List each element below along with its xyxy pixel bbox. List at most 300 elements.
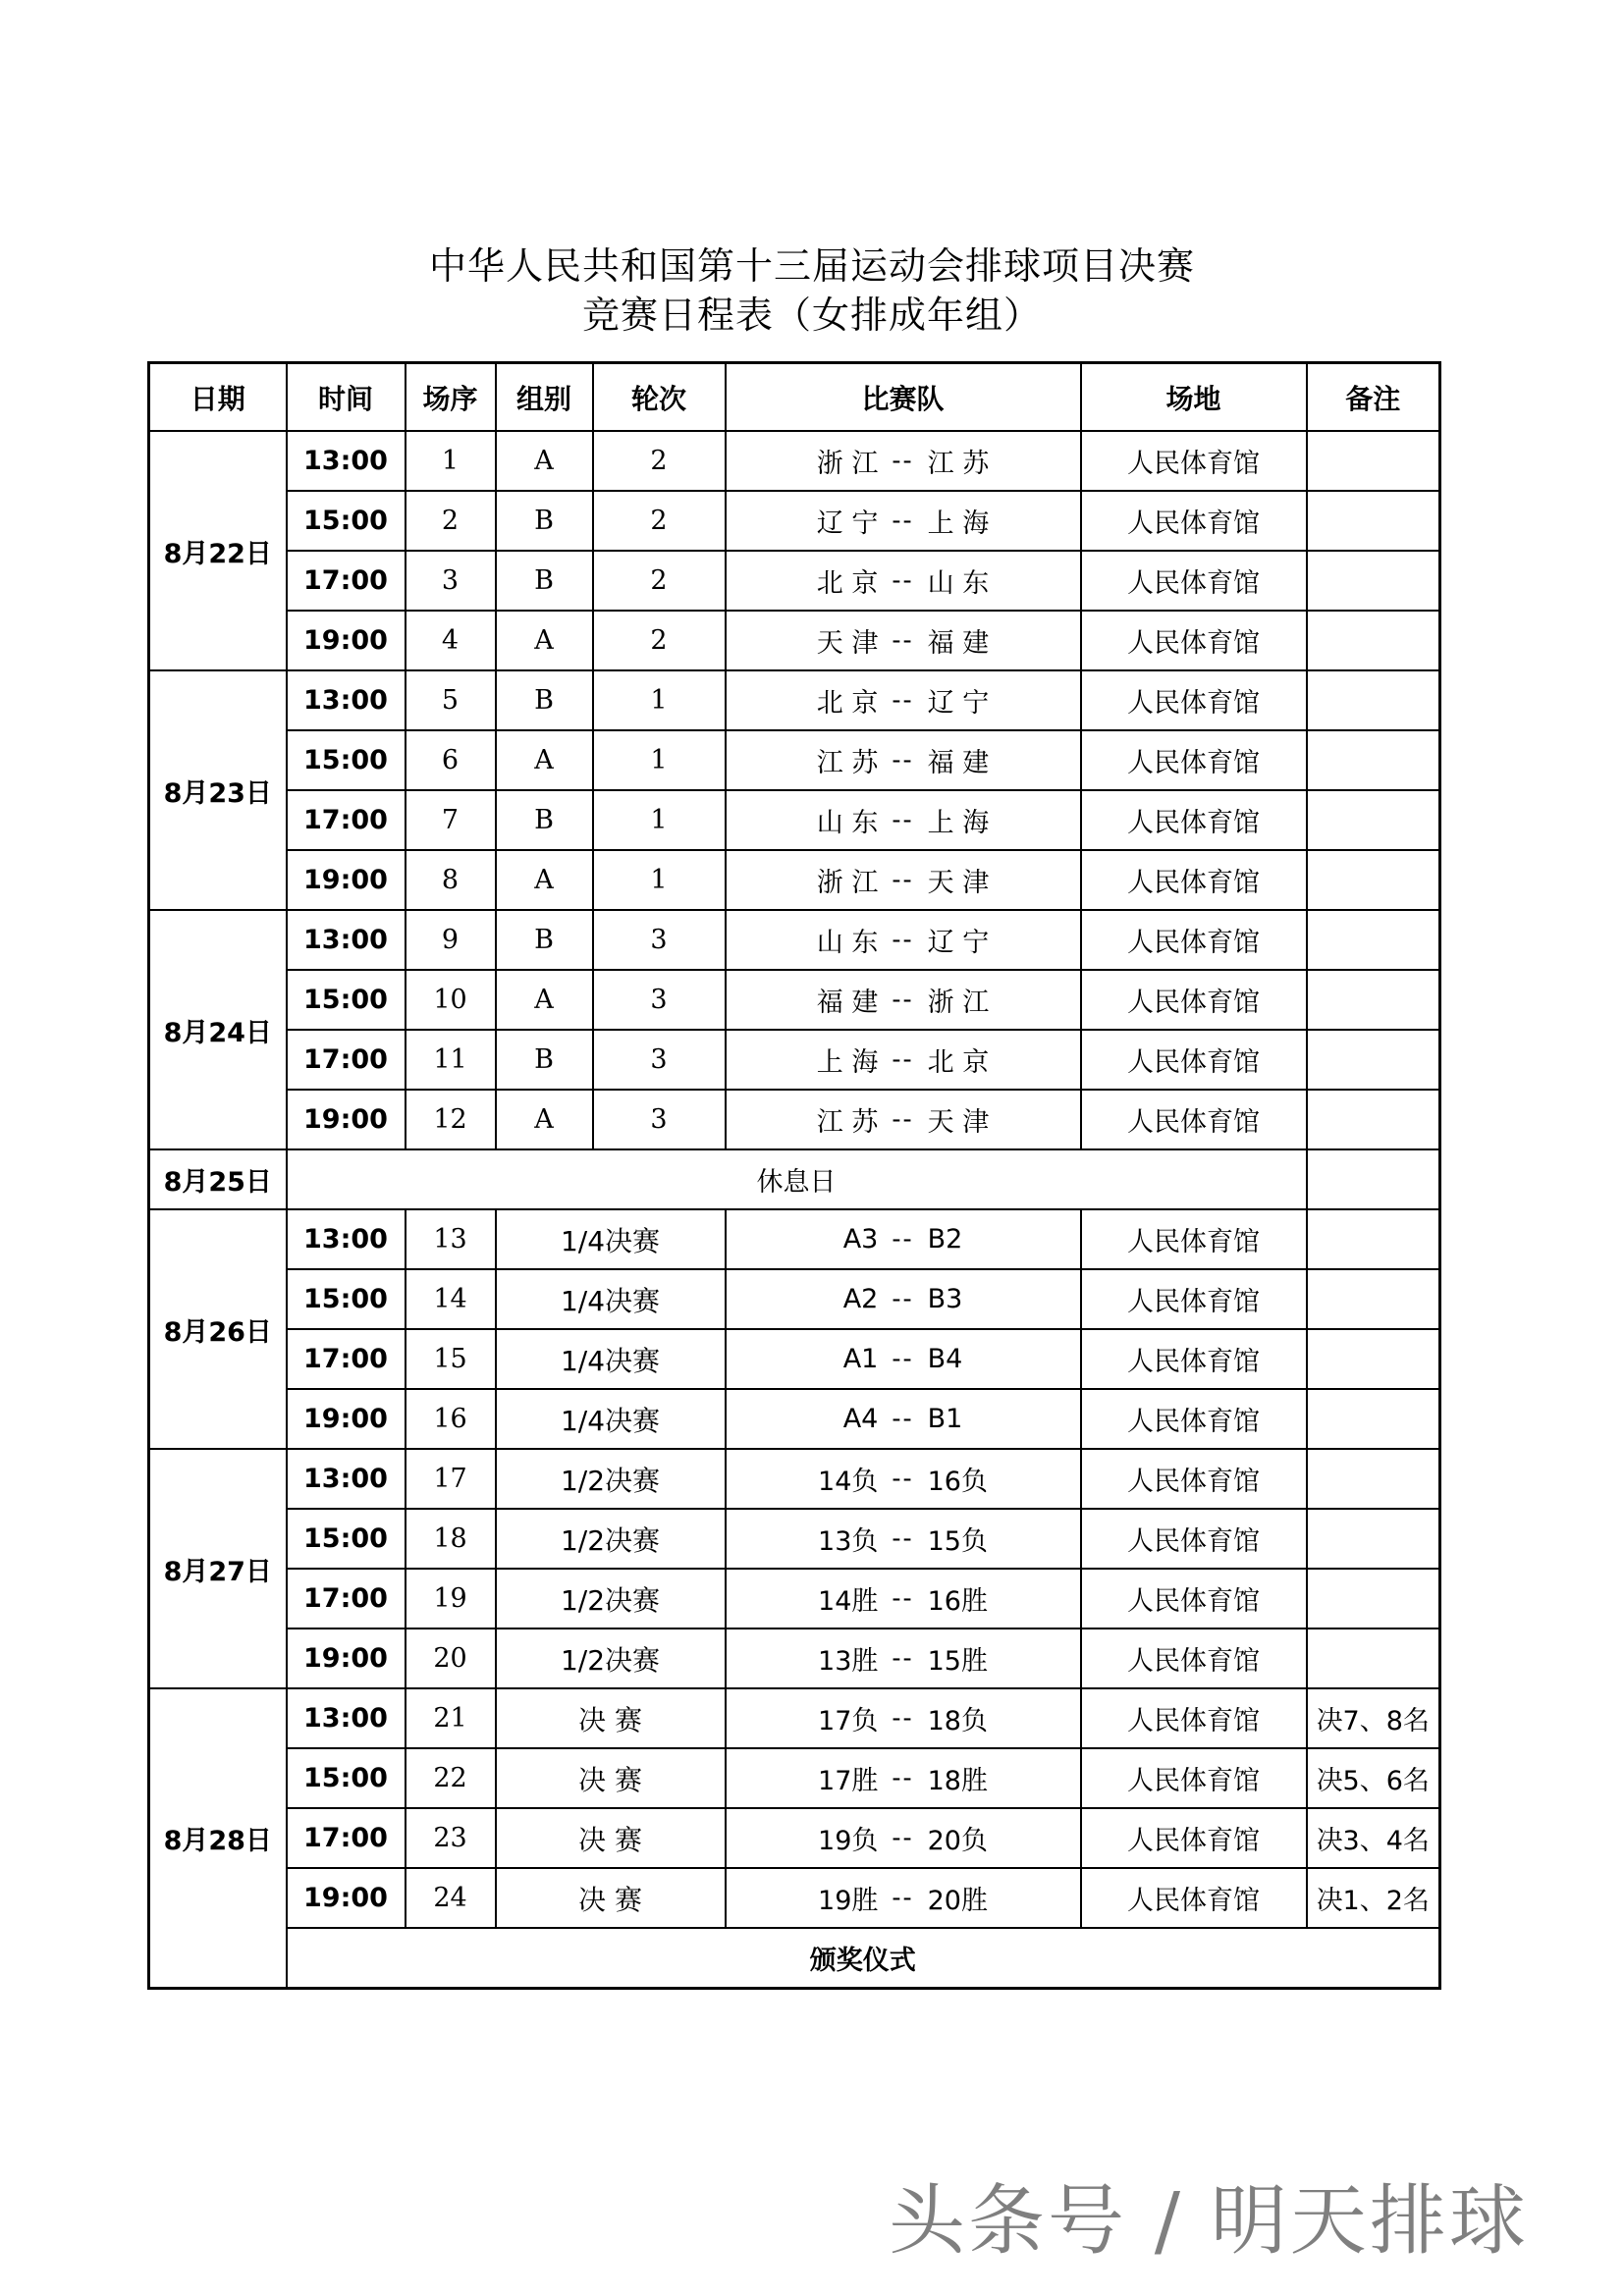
away-team: 16胜: [927, 1586, 988, 1617]
header-date: 日期: [149, 363, 287, 432]
match-note: [1307, 611, 1440, 670]
table-row: [149, 1389, 1440, 1449]
table-row: [149, 910, 1440, 970]
match-round: 1: [593, 790, 726, 850]
away-team: 福 建: [927, 748, 990, 778]
match-venue: 人民体育馆: [1081, 910, 1307, 970]
table-row: [149, 1688, 1440, 1748]
home-team: 北 京: [816, 568, 879, 599]
match-seq: 12: [406, 1090, 496, 1149]
match-note: [1307, 1209, 1440, 1269]
versus-separator: --: [892, 1823, 914, 1853]
home-team: 13负: [818, 1526, 879, 1557]
versus-separator: --: [892, 1404, 914, 1434]
match-seq: 5: [406, 670, 496, 730]
schedule-table: [147, 361, 1441, 1990]
home-team: 上 海: [816, 1047, 879, 1078]
match-note: [1307, 1030, 1440, 1090]
match-teams: [726, 910, 1081, 970]
home-team: 浙 江: [816, 449, 879, 479]
match-note: [1307, 1269, 1440, 1329]
match-pairing: [817, 681, 989, 720]
match-pairing: [818, 1639, 988, 1678]
versus-separator: --: [892, 1883, 914, 1913]
match-pairing: [843, 1224, 963, 1255]
match-note: [1307, 1389, 1440, 1449]
match-group: B: [496, 1030, 593, 1090]
match-group: B: [496, 670, 593, 730]
table-row: [149, 1449, 1440, 1509]
versus-separator: --: [892, 1523, 914, 1554]
rest-day-label: 休息日: [287, 1149, 1307, 1209]
match-teams: [726, 850, 1081, 910]
match-time: 15:00: [287, 1748, 406, 1808]
match-teams: [726, 1868, 1081, 1928]
match-venue: 人民体育馆: [1081, 790, 1307, 850]
table-row: [149, 970, 1440, 1030]
match-group: A: [496, 850, 593, 910]
match-seq: 10: [406, 970, 496, 1030]
match-time: 17:00: [287, 1808, 406, 1868]
match-pairing: [843, 1344, 963, 1374]
table-row: [149, 491, 1440, 551]
match-stage: 1/2决赛: [496, 1509, 726, 1569]
rest-day-note: [1307, 1149, 1440, 1209]
match-time: 13:00: [287, 670, 406, 730]
match-stage: 1/2决赛: [496, 1569, 726, 1629]
table-row: [149, 1509, 1440, 1569]
match-venue: 人民体育馆: [1081, 1209, 1307, 1269]
match-venue: 人民体育馆: [1081, 1509, 1307, 1569]
table-row: [149, 431, 1440, 491]
match-stage: 决 赛: [496, 1688, 726, 1748]
away-team: 江 苏: [927, 449, 990, 479]
match-venue: 人民体育馆: [1081, 1090, 1307, 1149]
match-teams: [726, 970, 1081, 1030]
home-team: 13胜: [818, 1646, 879, 1677]
table-row: [149, 850, 1440, 910]
match-stage: 决 赛: [496, 1748, 726, 1808]
match-round: 2: [593, 551, 726, 611]
document-title: 中华人民共和国第十三届运动会排球项目决赛: [428, 244, 1195, 288]
match-time: 15:00: [287, 491, 406, 551]
match-seq: 8: [406, 850, 496, 910]
versus-separator: --: [892, 1583, 914, 1614]
match-teams: [726, 670, 1081, 730]
table-row: [149, 1030, 1440, 1090]
match-group: A: [496, 730, 593, 790]
document-subtitle: 竞赛日程表（女排成年组）: [581, 294, 1042, 337]
home-team: 浙 江: [816, 868, 879, 898]
match-group: A: [496, 1090, 593, 1149]
match-note: 决3、4名: [1307, 1808, 1440, 1868]
match-date: 8月23日: [149, 670, 287, 910]
match-date: 8月28日: [149, 1688, 287, 1989]
away-team: 北 京: [927, 1047, 990, 1078]
match-venue: 人民体育馆: [1081, 1569, 1307, 1629]
match-seq: 17: [406, 1449, 496, 1509]
match-pairing: [817, 981, 989, 1019]
match-stage: 1/2决赛: [496, 1629, 726, 1688]
versus-separator: --: [892, 1344, 914, 1374]
away-team: 福 建: [927, 628, 990, 659]
match-round: 3: [593, 1090, 726, 1149]
match-note: [1307, 431, 1440, 491]
versus-separator: --: [892, 506, 914, 536]
match-time: 17:00: [287, 790, 406, 850]
match-seq: 1: [406, 431, 496, 491]
versus-separator: --: [892, 1763, 914, 1793]
match-teams: [726, 551, 1081, 611]
match-round: 2: [593, 491, 726, 551]
match-seq: 2: [406, 491, 496, 551]
match-pairing: [817, 1100, 989, 1139]
match-venue: 人民体育馆: [1081, 1748, 1307, 1808]
versus-separator: --: [892, 865, 914, 895]
match-round: 3: [593, 1030, 726, 1090]
match-seq: 11: [406, 1030, 496, 1090]
versus-separator: --: [892, 745, 914, 775]
table-row: [149, 551, 1440, 611]
match-round: 3: [593, 910, 726, 970]
match-time: 19:00: [287, 1868, 406, 1928]
match-venue: 人民体育馆: [1081, 730, 1307, 790]
match-note: [1307, 910, 1440, 970]
match-seq: 22: [406, 1748, 496, 1808]
match-teams: [726, 491, 1081, 551]
match-pairing: [843, 1284, 963, 1314]
away-team: 辽 宁: [927, 928, 990, 958]
match-time: 13:00: [287, 1449, 406, 1509]
match-venue: 人民体育馆: [1081, 670, 1307, 730]
match-note: [1307, 1090, 1440, 1149]
match-note: [1307, 1509, 1440, 1569]
match-teams: [726, 431, 1081, 491]
ceremony-row: [149, 1928, 1440, 1989]
header-note: 备注: [1307, 363, 1440, 432]
match-note: [1307, 1569, 1440, 1629]
match-note: 决1、2名: [1307, 1868, 1440, 1928]
table-row: [149, 1629, 1440, 1688]
match-time: 13:00: [287, 1688, 406, 1748]
home-team: 北 京: [816, 688, 879, 719]
match-venue: 人民体育馆: [1081, 611, 1307, 670]
away-team: B3: [927, 1284, 963, 1314]
match-seq: 9: [406, 910, 496, 970]
match-note: [1307, 1629, 1440, 1688]
match-time: 15:00: [287, 970, 406, 1030]
match-date: 8月24日: [149, 910, 287, 1149]
versus-separator: --: [892, 985, 914, 1015]
match-seq: 6: [406, 730, 496, 790]
table-row: [149, 1569, 1440, 1629]
match-seq: 14: [406, 1269, 496, 1329]
match-teams: [726, 1629, 1081, 1688]
match-group: B: [496, 551, 593, 611]
award-ceremony: 颁奖仪式: [287, 1928, 1440, 1989]
home-team: 山 东: [816, 808, 879, 838]
match-venue: 人民体育馆: [1081, 1389, 1307, 1449]
match-time: 13:00: [287, 1209, 406, 1269]
away-team: 辽 宁: [927, 688, 990, 719]
match-note: [1307, 491, 1440, 551]
match-round: 1: [593, 670, 726, 730]
match-pairing: [817, 801, 989, 839]
match-teams: [726, 1688, 1081, 1748]
match-venue: 人民体育馆: [1081, 1269, 1307, 1329]
versus-separator: --: [892, 805, 914, 835]
away-team: 15胜: [927, 1646, 988, 1677]
versus-separator: --: [892, 1464, 914, 1494]
match-pairing: [817, 442, 989, 480]
match-pairing: [817, 561, 989, 600]
match-teams: [726, 1389, 1081, 1449]
match-pairing: [817, 502, 989, 540]
match-venue: 人民体育馆: [1081, 431, 1307, 491]
match-pairing: [817, 921, 989, 959]
match-seq: 24: [406, 1868, 496, 1928]
header-seq: 场序: [406, 363, 496, 432]
home-team: 天 津: [816, 628, 879, 659]
match-seq: 15: [406, 1329, 496, 1389]
match-note: [1307, 850, 1440, 910]
match-teams: [726, 790, 1081, 850]
away-team: 上 海: [927, 508, 990, 539]
match-stage: 1/4决赛: [496, 1269, 726, 1329]
home-team: 江 苏: [816, 1107, 879, 1138]
away-team: 上 海: [927, 808, 990, 838]
match-teams: [726, 1030, 1081, 1090]
match-teams: [726, 1329, 1081, 1389]
header-teams: 比赛队: [726, 363, 1081, 432]
match-note: [1307, 730, 1440, 790]
rest-day-row: [149, 1149, 1440, 1209]
match-group: B: [496, 790, 593, 850]
match-stage: 1/4决赛: [496, 1389, 726, 1449]
match-round: 3: [593, 970, 726, 1030]
match-seq: 18: [406, 1509, 496, 1569]
away-team: 天 津: [927, 1107, 990, 1138]
match-time: 13:00: [287, 910, 406, 970]
match-venue: 人民体育馆: [1081, 1688, 1307, 1748]
table-row: [149, 790, 1440, 850]
match-stage: 决 赛: [496, 1808, 726, 1868]
match-time: 19:00: [287, 1389, 406, 1449]
match-pairing: [817, 621, 989, 660]
versus-separator: --: [892, 1104, 914, 1135]
match-round: 1: [593, 730, 726, 790]
versus-separator: --: [892, 925, 914, 955]
match-time: 19:00: [287, 1629, 406, 1688]
match-round: 2: [593, 611, 726, 670]
match-time: 17:00: [287, 551, 406, 611]
away-team: B4: [927, 1344, 963, 1374]
match-pairing: [818, 1759, 988, 1797]
match-seq: 16: [406, 1389, 496, 1449]
match-note: 决5、6名: [1307, 1748, 1440, 1808]
table-row: [149, 611, 1440, 670]
home-team: 19负: [818, 1826, 879, 1856]
versus-separator: --: [892, 625, 914, 656]
rest-day-date: 8月25日: [149, 1149, 287, 1209]
away-team: 山 东: [927, 568, 990, 599]
match-note: [1307, 551, 1440, 611]
match-time: 15:00: [287, 1509, 406, 1569]
match-pairing: [818, 1579, 988, 1618]
match-teams: [726, 611, 1081, 670]
home-team: 福 建: [816, 988, 879, 1018]
match-pairing: [817, 1041, 989, 1079]
versus-separator: --: [892, 1643, 914, 1674]
away-team: 15负: [927, 1526, 988, 1557]
match-seq: 20: [406, 1629, 496, 1688]
home-team: A4: [842, 1404, 879, 1434]
home-team: 辽 宁: [816, 508, 879, 539]
match-seq: 13: [406, 1209, 496, 1269]
header-round: 轮次: [593, 363, 726, 432]
match-seq: 4: [406, 611, 496, 670]
table-row: [149, 1329, 1440, 1389]
home-team: 19胜: [818, 1886, 879, 1916]
match-time: 17:00: [287, 1329, 406, 1389]
versus-separator: --: [892, 565, 914, 596]
home-team: 14负: [818, 1467, 879, 1497]
match-pairing: [817, 741, 989, 779]
away-team: 20负: [927, 1826, 988, 1856]
home-team: A2: [842, 1284, 879, 1314]
away-team: 18胜: [927, 1766, 988, 1796]
match-pairing: [818, 1819, 988, 1857]
versus-separator: --: [892, 1703, 914, 1734]
versus-separator: --: [892, 1284, 914, 1314]
match-pairing: [818, 1879, 988, 1917]
match-teams: [726, 1209, 1081, 1269]
match-venue: 人民体育馆: [1081, 1329, 1307, 1389]
header-group: 组别: [496, 363, 593, 432]
match-venue: 人民体育馆: [1081, 551, 1307, 611]
watermark-text: 头条号 / 明天排球: [889, 2177, 1529, 2266]
match-teams: [726, 1569, 1081, 1629]
away-team: B2: [927, 1224, 963, 1255]
match-group: A: [496, 970, 593, 1030]
match-stage: 1/2决赛: [496, 1449, 726, 1509]
away-team: B1: [927, 1404, 963, 1434]
home-team: 17胜: [818, 1766, 879, 1796]
match-time: 15:00: [287, 1269, 406, 1329]
match-date: 8月27日: [149, 1449, 287, 1688]
match-note: [1307, 1329, 1440, 1389]
match-teams: [726, 1090, 1081, 1149]
match-note: [1307, 670, 1440, 730]
header-row: [149, 363, 1440, 432]
match-pairing: [818, 1520, 988, 1558]
away-team: 20胜: [927, 1886, 988, 1916]
header-venue: 场地: [1081, 363, 1307, 432]
match-note: [1307, 970, 1440, 1030]
home-team: A3: [842, 1224, 879, 1255]
home-team: 江 苏: [816, 748, 879, 778]
home-team: A1: [842, 1344, 879, 1374]
match-venue: 人民体育馆: [1081, 491, 1307, 551]
table-row: [149, 1748, 1440, 1808]
match-venue: 人民体育馆: [1081, 1808, 1307, 1868]
match-seq: 7: [406, 790, 496, 850]
match-note: 决7、8名: [1307, 1688, 1440, 1748]
table-row: [149, 1090, 1440, 1149]
table-row: [149, 1868, 1440, 1928]
match-pairing: [817, 861, 989, 899]
match-date: 8月26日: [149, 1209, 287, 1449]
match-round: 1: [593, 850, 726, 910]
match-venue: 人民体育馆: [1081, 1449, 1307, 1509]
schedule-body: [149, 431, 1440, 1989]
table-row: [149, 1269, 1440, 1329]
match-group: A: [496, 431, 593, 491]
match-time: 19:00: [287, 850, 406, 910]
home-team: 14胜: [818, 1586, 879, 1617]
away-team: 浙 江: [927, 988, 990, 1018]
match-teams: [726, 1269, 1081, 1329]
match-seq: 3: [406, 551, 496, 611]
match-pairing: [818, 1699, 988, 1737]
match-group: B: [496, 491, 593, 551]
header-time: 时间: [287, 363, 406, 432]
table-row: [149, 1209, 1440, 1269]
match-stage: 决 赛: [496, 1868, 726, 1928]
match-pairing: [818, 1460, 988, 1498]
match-teams: [726, 730, 1081, 790]
match-teams: [726, 1509, 1081, 1569]
home-team: 山 东: [816, 928, 879, 958]
match-seq: 19: [406, 1569, 496, 1629]
match-venue: 人民体育馆: [1081, 970, 1307, 1030]
match-teams: [726, 1449, 1081, 1509]
match-time: 19:00: [287, 1090, 406, 1149]
match-teams: [726, 1808, 1081, 1868]
match-venue: 人民体育馆: [1081, 1868, 1307, 1928]
match-round: 2: [593, 431, 726, 491]
match-note: [1307, 790, 1440, 850]
away-team: 天 津: [927, 868, 990, 898]
match-time: 15:00: [287, 730, 406, 790]
match-date: 8月22日: [149, 431, 287, 670]
match-group: A: [496, 611, 593, 670]
match-pairing: [843, 1404, 963, 1434]
table-row: [149, 1808, 1440, 1868]
match-time: 19:00: [287, 611, 406, 670]
match-note: [1307, 1449, 1440, 1509]
table-row: [149, 730, 1440, 790]
versus-separator: --: [892, 1044, 914, 1075]
match-time: 17:00: [287, 1569, 406, 1629]
match-venue: 人民体育馆: [1081, 850, 1307, 910]
away-team: 16负: [927, 1467, 988, 1497]
match-seq: 21: [406, 1688, 496, 1748]
match-teams: [726, 1748, 1081, 1808]
match-seq: 23: [406, 1808, 496, 1868]
match-time: 13:00: [287, 431, 406, 491]
match-stage: 1/4决赛: [496, 1209, 726, 1269]
away-team: 18负: [927, 1706, 988, 1736]
table-row: [149, 670, 1440, 730]
match-venue: 人民体育馆: [1081, 1030, 1307, 1090]
versus-separator: --: [892, 1224, 914, 1255]
home-team: 17负: [818, 1706, 879, 1736]
versus-separator: --: [892, 685, 914, 716]
versus-separator: --: [892, 446, 914, 476]
match-time: 17:00: [287, 1030, 406, 1090]
match-group: B: [496, 910, 593, 970]
